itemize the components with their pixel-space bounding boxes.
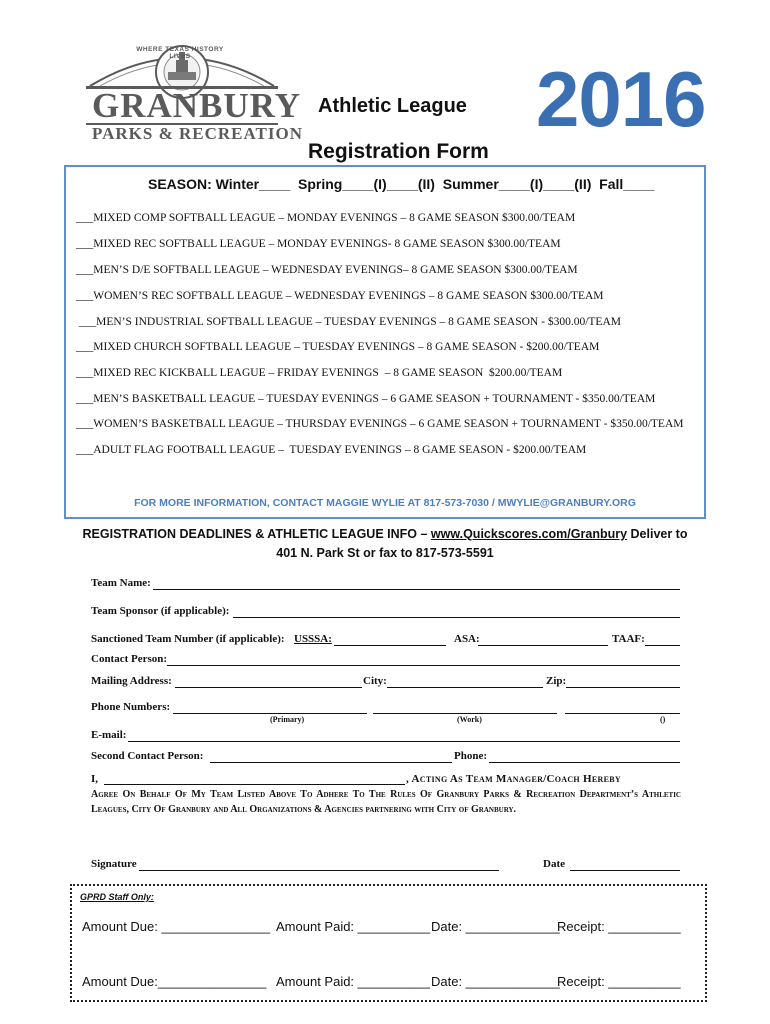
form-title: Registration Form xyxy=(308,140,489,163)
contact-person-field[interactable] xyxy=(167,665,680,666)
league-option[interactable]: ___ADULT FLAG FOOTBALL LEAGUE – TUESDAY EVENINGS – 8 GAME SEASON - $200.00/TEAM xyxy=(76,444,587,456)
primary-phone-field[interactable] xyxy=(173,713,367,714)
agreement-text: Agree On Behalf Of My Team Listed Above To Adhere To The Rules Of Granbury Parks & Recreation Department’s Athletic Leagues, City Of Granbury and All Organizations & Agencies partnering with City of Granbury. xyxy=(91,789,681,815)
asa-field[interactable] xyxy=(478,645,608,646)
league-option[interactable]: ___WOMEN’S REC SOFTBALL LEAGUE – WEDNESDAY EVENINGS – 8 GAME SEASON $300.00/TEAM xyxy=(76,290,604,302)
zip-field[interactable] xyxy=(566,687,680,688)
league-title: Athletic League xyxy=(318,95,467,117)
staff-date-field-2[interactable]: Date: _____________ xyxy=(431,974,560,989)
deadline-suffix: Deliver to xyxy=(627,527,688,541)
league-option[interactable]: ___MEN’S INDUSTRIAL SOFTBALL LEAGUE – TUESDAY EVENINGS – 8 GAME SEASON - $300.00/TEAM xyxy=(76,316,621,328)
city-label: City: xyxy=(363,675,387,687)
date-label: Date xyxy=(543,858,565,870)
work-caption: (Work) xyxy=(457,715,482,724)
work-phone-field[interactable] xyxy=(373,713,557,714)
signature-label: Signature xyxy=(91,858,137,870)
agree-line1-tail: , Acting As Team Manager/Coach Hereby xyxy=(406,773,621,785)
phone-numbers-label: Phone Numbers: xyxy=(91,701,171,713)
team-name-label: Team Name: xyxy=(91,577,151,589)
city-field[interactable] xyxy=(387,687,543,688)
logo-subtitle: PARKS & RECREATION xyxy=(92,124,303,143)
date-field[interactable] xyxy=(570,870,680,871)
logo-wordmark: GRANBURY xyxy=(92,86,301,125)
second-contact-field[interactable] xyxy=(210,762,452,763)
deadline-prefix: REGISTRATION DEADLINES & ATHLETIC LEAGUE INFO – xyxy=(82,527,431,541)
email-label: E-mail: xyxy=(91,729,127,741)
year-heading: 2016 xyxy=(536,55,706,143)
asa-label: ASA: xyxy=(454,633,480,645)
amount-paid-field-2[interactable]: Amount Paid: __________ xyxy=(276,974,430,989)
amount-due-field[interactable]: Amount Due: _______________ xyxy=(82,919,270,934)
manager-name-field[interactable] xyxy=(104,784,405,785)
signature-field[interactable] xyxy=(139,870,499,871)
phone-label: Phone: xyxy=(454,750,487,762)
contact-info: FOR MORE INFORMATION, CONTACT MAGGIE WYLIE AT 817-573-7030 / MWYLIE@GRANBURY.ORG xyxy=(134,497,636,509)
deadline-address: 401 N. Park St or fax to 817-573-5591 xyxy=(276,546,494,560)
team-sponsor-field[interactable] xyxy=(233,617,680,618)
mailing-address-field[interactable] xyxy=(175,687,362,688)
team-name-field[interactable] xyxy=(153,589,680,590)
league-option[interactable]: ___MEN’S BASKETBALL LEAGUE – TUESDAY EVENINGS – 6 GAME SEASON + TOURNAMENT - $350.00/TEAM xyxy=(76,393,656,405)
second-phone-field[interactable] xyxy=(489,762,680,763)
logo-arch-text: WHERE TEXAS HISTORY LIVES xyxy=(136,46,224,60)
receipt-field-2[interactable]: Receipt: __________ xyxy=(557,974,681,989)
season-selection[interactable]: SEASON: Winter____ Spring____(I)____(II) Summer____(I)____(II) Fall____ xyxy=(148,176,655,192)
taaf-label: TAAF: xyxy=(612,633,645,645)
deadline-line xyxy=(0,527,770,541)
sanctioned-label: Sanctioned Team Number (if applicable): xyxy=(91,633,285,645)
other-phone-field[interactable] xyxy=(565,713,680,714)
amount-due-field-2[interactable]: Amount Due:_______________ xyxy=(82,974,267,989)
quickscores-link[interactable]: www.Quickscores.com/Granbury xyxy=(430,527,628,541)
staff-only-title: GPRD Staff Only: xyxy=(80,892,154,902)
league-option[interactable]: ___MIXED CHURCH SOFTBALL LEAGUE – TUESDAY EVENINGS – 8 GAME SEASON - $200.00/TEAM xyxy=(76,341,600,353)
usssa-label: USSSA: xyxy=(294,633,332,645)
league-option[interactable]: ___MIXED REC SOFTBALL LEAGUE – MONDAY EVENINGS- 8 GAME SEASON $300.00/TEAM xyxy=(76,238,561,250)
receipt-field[interactable]: Receipt: __________ xyxy=(557,919,681,934)
league-option[interactable]: ___MEN’S D/E SOFTBALL LEAGUE – WEDNESDAY EVENINGS– 8 GAME SEASON $300.00/TEAM xyxy=(76,264,578,276)
primary-caption: (Primary) xyxy=(270,715,305,724)
usssa-field[interactable] xyxy=(334,645,446,646)
taaf-field[interactable] xyxy=(645,645,680,646)
amount-paid-field[interactable]: Amount Paid: __________ xyxy=(276,919,430,934)
email-field[interactable] xyxy=(128,741,680,742)
league-option[interactable]: ___MIXED REC KICKBALL LEAGUE – FRIDAY EVENINGS – 8 GAME SEASON $200.00/TEAM xyxy=(76,367,563,379)
second-contact-label: Second Contact Person: xyxy=(91,750,204,762)
team-sponsor-label: Team Sponsor (if applicable): xyxy=(91,605,230,617)
league-option[interactable]: ___MIXED COMP SOFTBALL LEAGUE – MONDAY EVENINGS – 8 GAME SEASON $300.00/TEAM xyxy=(76,212,576,224)
contact-person-label: Contact Person: xyxy=(91,653,168,665)
staff-date-field[interactable]: Date: _____________ xyxy=(431,919,560,934)
i-label: I, xyxy=(91,773,99,785)
zip-label: Zip: xyxy=(546,675,567,687)
mailing-address-label: Mailing Address: xyxy=(91,675,172,687)
league-option[interactable]: ___WOMEN’S BASKETBALL LEAGUE – THURSDAY EVENINGS – 6 GAME SEASON + TOURNAMENT - $350.00/TEAM xyxy=(76,418,684,430)
other-caption: () xyxy=(660,715,666,724)
